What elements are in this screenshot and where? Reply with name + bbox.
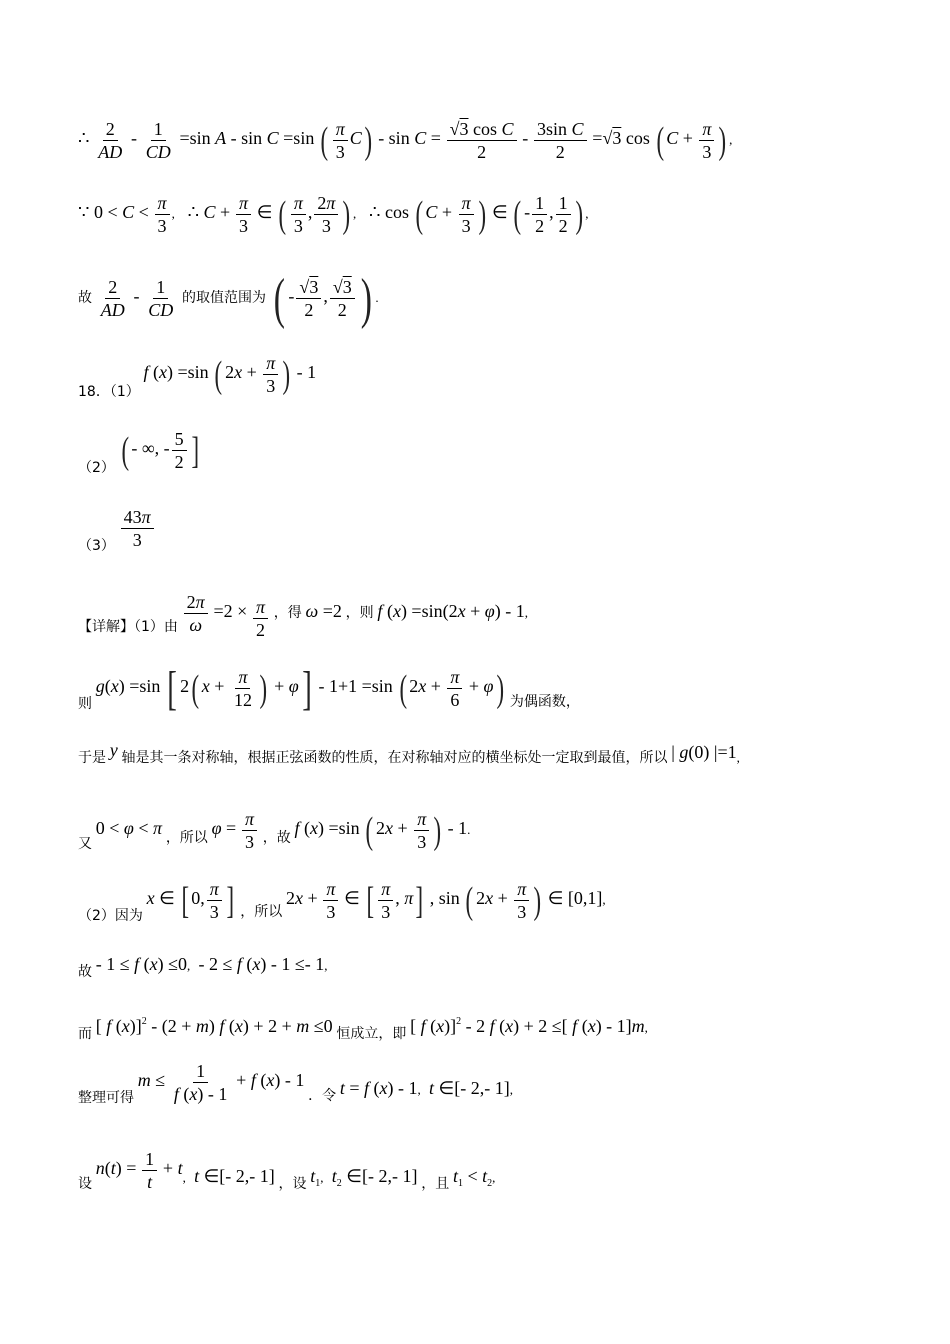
- label-3: （3）: [78, 537, 115, 554]
- text-ze2: 则: [78, 695, 92, 712]
- detail-line-2: 则 g(x) =sin [ 2( x + $\frac{\pi}{12}$ ) + φ] - 1+1 =sin ( 2x + $\frac{\pi}{6}$ + φ) 为偶函数，: [78, 661, 580, 715]
- text-axis-symmetry: 轴是其一条对称轴，根据正弦函数的性质，在对称轴对应的横坐标处一定取到最值，所以: [121, 750, 668, 766]
- text-range: 的取值范围为: [182, 289, 267, 306]
- detail-line-6: 故 - 1 ≤ f (x) ≤0, - 2 ≤ f (x) - 1 ≤- 1,: [78, 954, 328, 980]
- answer-18-3: （3） $\frac{43\pi}{3}$: [78, 506, 156, 551]
- text-she2: ，设: [278, 1175, 307, 1192]
- detail-line-9: 设 n(t) = $\frac{1}{t}$ + t, t ∈[- 2,- 1] ，设 $t_1$, $t_2$ ∈[- 2,- 1] ，且 $t_1 < t_2$,: [78, 1149, 496, 1192]
- text-de: ，得: [273, 604, 302, 621]
- text-gu2: ，故: [262, 829, 291, 846]
- equation-line-3: 故 $\frac{2}{AD}$ - $\frac{1}{CD}$ 的取值范围为 ( - $\frac{√3}{2}$ , $\frac{√3}{2}$ ) .: [78, 267, 379, 330]
- text-qie: ，且: [421, 1175, 450, 1192]
- text-ze: ，则: [345, 604, 374, 621]
- text-she: 设: [78, 1175, 92, 1192]
- label-18-1: 18．（1）: [78, 383, 140, 400]
- detail-line-4: 又 0 < φ < π ，所以 φ = $\frac{\pi}{3}$ ，故 f (x) =sin ( 2x + $\frac{\pi}{3}$ ) - 1.: [78, 809, 471, 852]
- text-yushi: 于是: [78, 750, 106, 766]
- text-zhengli: 整理可得: [78, 1089, 134, 1106]
- detail-line-5: （2）因为 x ∈ [ 0, $\frac{\pi}{3}$ ] ，所以 2x + $\frac{\pi}{3}$ ∈ [ $\frac{\pi}{3}$ , π] , sin ( 2x + $\frac{\pi}{3}$ ) ∈ [0,1],: [78, 879, 606, 924]
- text-suoyi: ，所以: [165, 829, 208, 846]
- detail-line-3: 于是 y 轴是其一条对称轴，根据正弦函数的性质，在对称轴对应的横坐标处一定取到最值，所以 | g(0) |=1,: [78, 740, 740, 766]
- detail-line-1: 【详解】（1）由 $\frac{2\pi}{\omega}$ =2 × $\frac{\pi}{2}$ ，得 ω =2 ，则 f (x) =sin(2x + φ) - 1,: [78, 592, 528, 640]
- text-gu: 故: [78, 289, 92, 306]
- text-suoyi2: ，所以: [240, 903, 283, 920]
- equation-line-2: ∵ 0 < C < $\frac{\pi}{3}$ , ∴ C + $\frac{\pi}{3}$ ∈ ( $\frac{\pi}{3}$ , $\frac{2\pi}{3}$ ) , ∴ cos ( C + $\frac{\pi}{3}$ ) ∈ ( - $\frac{1}{2}$ , $\frac{1}{2}$ ) ,: [78, 193, 589, 236]
- text-yinwei: （2）因为: [78, 907, 143, 924]
- label-detail: 【详解】（1）由: [78, 618, 178, 635]
- text-ling: ．令: [308, 1087, 337, 1104]
- detail-line-7: 而 [ f (x)]$^2$ - (2 + m) f (x) + 2 + m ≤0 恒成立，即 [ f (x)]$^2$ - 2 f (x) + 2 ≤[ f (x) - 1]m,: [78, 1016, 648, 1042]
- text-hengchengli: 恒成立，即: [336, 1026, 407, 1042]
- text-gu3: 故: [78, 964, 92, 980]
- answer-18-2: （2） ( - ∞, - $\frac{5}{2}$ ]: [78, 429, 199, 476]
- label-2: （2）: [78, 459, 115, 476]
- answer-18-1: 18．（1） f (x) =sin ( 2x + $\frac{\pi}{3}$ ) - 1: [78, 353, 317, 400]
- text-er: 而: [78, 1026, 92, 1042]
- equation-line-1: ∴ $\frac{2}{AD}$ - $\frac{1}{CD}$ =sin A - sin C =sin ( $\frac{\pi}{3}$ C) - sin C = $\frac{\text{√3 cos C}}{2}$ - $\frac{\text{3sin C}}{2}$ =√3 cos ( C + $\frac{\pi}{3}$ ) ,: [78, 119, 733, 162]
- text-even-function: 为偶函数，: [509, 693, 580, 710]
- detail-line-8: 整理可得 m ≤ $\frac{1}{f (x) - 1}$ + f (x) - 1 ．令 t = f (x) - 1, t ∈[- 2,- 1],: [78, 1061, 513, 1106]
- text-you: 又: [78, 835, 92, 852]
